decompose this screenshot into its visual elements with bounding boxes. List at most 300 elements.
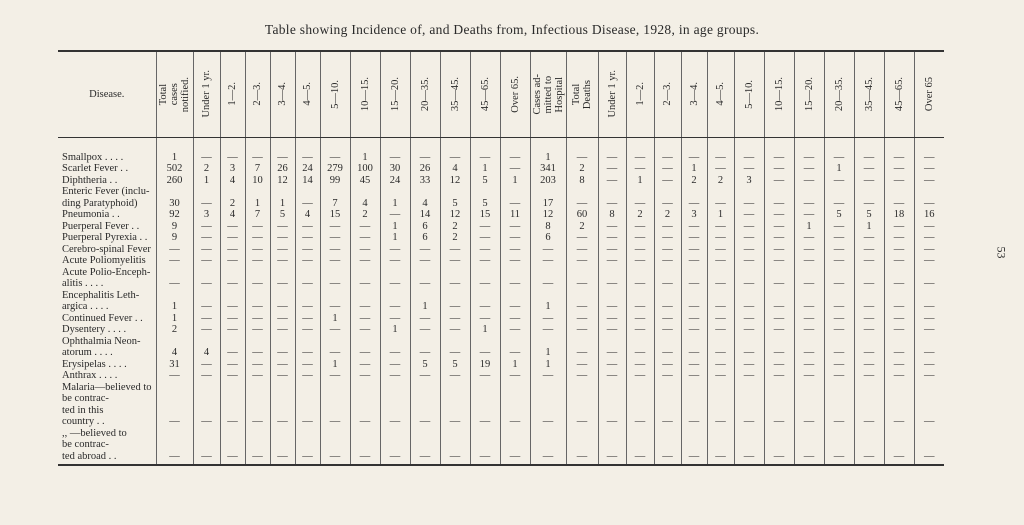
table-cell: — — [707, 324, 734, 336]
table-cell: — — [500, 137, 530, 163]
table-cell: 1 — [470, 324, 500, 336]
column-header — [320, 51, 350, 137]
table-cell: — — [794, 370, 824, 382]
table-cell: 7 — [320, 186, 350, 209]
table-cell: — — [410, 324, 440, 336]
table-cell: — — [707, 382, 734, 428]
table-cell: — — [626, 313, 654, 325]
table-cell: — — [681, 244, 707, 256]
table-cell: 1 — [380, 324, 410, 336]
table-cell: — — [270, 370, 295, 382]
table-cell: — — [566, 244, 598, 256]
table-cell: 1 — [794, 221, 824, 233]
table-cell: — — [654, 244, 681, 256]
table-cell: — — [654, 221, 681, 233]
table-cell: 2 — [220, 186, 245, 209]
column-header — [295, 51, 320, 137]
table-cell: — — [824, 244, 854, 256]
table-cell: — — [914, 290, 944, 313]
table-cell: — — [270, 290, 295, 313]
table-cell: 2 — [654, 209, 681, 221]
table-cell: — — [854, 428, 884, 466]
table-cell: — — [764, 370, 794, 382]
table-cell: 4 — [156, 336, 193, 359]
table-cell: — — [854, 324, 884, 336]
table-cell: — — [470, 313, 500, 325]
table-cell: — — [500, 267, 530, 290]
incidence-table — [58, 50, 944, 466]
column-header — [410, 51, 440, 137]
column-header — [530, 51, 566, 137]
table-cell: — — [193, 255, 220, 267]
table-cell: 6 — [410, 221, 440, 233]
table-cell: — — [193, 313, 220, 325]
table-cell: — — [470, 244, 500, 256]
table-cell: — — [410, 267, 440, 290]
column-header — [380, 51, 410, 137]
table-cell: — — [295, 267, 320, 290]
table-cell: — — [380, 290, 410, 313]
table-cell: 502 — [156, 163, 193, 175]
disease-name: Erysipelas . . . . — [62, 358, 127, 370]
table-cell: — — [654, 186, 681, 209]
table-cell: — — [440, 428, 470, 466]
table-cell: — — [734, 428, 764, 466]
table-cell: — — [193, 137, 220, 163]
table-cell: — — [566, 186, 598, 209]
table-row — [58, 244, 944, 256]
table-cell: — — [530, 324, 566, 336]
table-cell: — — [884, 186, 914, 209]
table-cell: — — [320, 370, 350, 382]
table-row — [58, 313, 944, 325]
table-row — [58, 382, 944, 428]
table-cell: — — [764, 382, 794, 428]
table-cell: — — [794, 175, 824, 187]
table-cell: 203 — [530, 175, 566, 187]
table-cell: — — [295, 186, 320, 209]
table-cell: — — [854, 359, 884, 371]
table-cell: — — [914, 267, 944, 290]
table-cell: — — [245, 382, 270, 428]
table-cell: — — [530, 267, 566, 290]
table-cell: 4 — [410, 186, 440, 209]
column-header-label: 5—10. — [329, 79, 341, 109]
table-cell: — — [350, 255, 380, 267]
table-cell: — — [914, 428, 944, 466]
table-cell: — — [824, 359, 854, 371]
table-cell: — — [350, 290, 380, 313]
table-cell: — — [380, 382, 410, 428]
table-cell: — — [884, 428, 914, 466]
table-cell: — — [270, 137, 295, 163]
table-cell: — — [854, 232, 884, 244]
column-header-label: 4—5. — [715, 82, 726, 107]
table-cell: 1 — [193, 175, 220, 187]
table-cell: — — [707, 359, 734, 371]
table-cell: — — [854, 267, 884, 290]
table-cell: — — [794, 209, 824, 221]
table-cell: — — [824, 255, 854, 267]
table-cell: — — [794, 244, 824, 256]
table-cell: — — [320, 221, 350, 233]
table-cell: — — [681, 313, 707, 325]
table-cell: — — [654, 267, 681, 290]
table-cell: — — [707, 232, 734, 244]
table-cell: 5 — [410, 359, 440, 371]
table-cell: — — [270, 382, 295, 428]
table-cell: — — [566, 370, 598, 382]
table-cell: — — [320, 267, 350, 290]
column-header-label: 20—35. — [833, 77, 845, 112]
table-cell: — — [470, 290, 500, 313]
table-cell: — — [270, 267, 295, 290]
table-cell: — — [220, 221, 245, 233]
table-cell: — — [245, 255, 270, 267]
table-cell: — — [681, 382, 707, 428]
table-row — [58, 255, 944, 267]
table-cell: — — [470, 336, 500, 359]
table-cell: — — [598, 221, 626, 233]
table-cell: — — [914, 175, 944, 187]
table-cell: — — [530, 382, 566, 428]
column-header-label: Cases ad- mitted to Hospital — [531, 73, 565, 115]
table-cell: — — [734, 255, 764, 267]
table-cell: — — [245, 428, 270, 466]
table-cell: — — [626, 382, 654, 428]
table-cell: — — [681, 428, 707, 466]
table-cell: — — [598, 313, 626, 325]
table-cell: — — [854, 313, 884, 325]
table-cell: — — [914, 359, 944, 371]
table-cell: — — [270, 232, 295, 244]
table-cell: — — [764, 255, 794, 267]
table-cell: — — [626, 359, 654, 371]
table-cell: 5 — [854, 209, 884, 221]
column-header-label: Total Deaths — [571, 79, 593, 109]
table-cell: — — [854, 382, 884, 428]
column-header-label: Over 65 — [923, 77, 935, 112]
table-cell: — — [380, 267, 410, 290]
table-cell: — — [626, 163, 654, 175]
table-cell: — — [156, 428, 193, 466]
table-cell: — — [270, 313, 295, 325]
table-cell: — — [350, 244, 380, 256]
table-cell: — — [626, 137, 654, 163]
table-cell: — — [734, 267, 764, 290]
table-cell: — — [220, 359, 245, 371]
table-cell: — — [220, 267, 245, 290]
table-cell: — — [220, 324, 245, 336]
column-header-label: 15—20. — [803, 77, 815, 112]
table-cell: — — [156, 267, 193, 290]
table-cell: — — [734, 382, 764, 428]
table-cell: 12 — [270, 175, 295, 187]
table-row — [58, 186, 944, 209]
column-header-label: 2—3. — [662, 82, 673, 107]
table-cell: — — [350, 428, 380, 466]
table-cell: 279 — [320, 163, 350, 175]
table-cell: — — [794, 313, 824, 325]
table-cell: — — [193, 267, 220, 290]
table-cell: — — [470, 221, 500, 233]
table-cell: — — [500, 336, 530, 359]
table-cell: 1 — [530, 137, 566, 163]
table-cell: — — [410, 137, 440, 163]
column-header — [734, 51, 764, 137]
disease-name: Pneumonia . . — [62, 209, 120, 220]
table-cell: — — [500, 163, 530, 175]
table-cell: — — [854, 163, 884, 175]
table-cell: — — [350, 313, 380, 325]
table-cell: — — [681, 232, 707, 244]
table-cell: — — [914, 232, 944, 244]
table-cell: — — [193, 232, 220, 244]
table-cell: — — [440, 255, 470, 267]
table-cell: — — [220, 232, 245, 244]
table-cell: — — [598, 137, 626, 163]
table-cell: — — [220, 382, 245, 428]
table-cell: 1 — [380, 221, 410, 233]
table-cell: — — [350, 267, 380, 290]
table-cell: — — [245, 313, 270, 325]
table-cell: 1 — [156, 313, 193, 325]
table-cell: — — [245, 267, 270, 290]
table-cell: 4 — [220, 209, 245, 221]
table-cell: — — [350, 324, 380, 336]
table-cell: 1 — [530, 290, 566, 313]
table-cell: 30 — [380, 163, 410, 175]
table-cell: 30 — [156, 186, 193, 209]
disease-name: Enteric Fever (inclu- ding Paratyphoid) — [62, 186, 150, 209]
table-cell: — — [566, 313, 598, 325]
table-cell: — — [764, 324, 794, 336]
table-cell: 4 — [193, 336, 220, 359]
table-cell: — — [764, 336, 794, 359]
table-cell: 3 — [734, 175, 764, 187]
table-cell: — — [295, 221, 320, 233]
table-cell: — — [884, 163, 914, 175]
table-cell: 1 — [500, 175, 530, 187]
table-cell: — — [654, 313, 681, 325]
table-cell: — — [707, 137, 734, 163]
column-header — [193, 51, 220, 137]
column-header-label: 35—45. — [863, 77, 875, 112]
table-cell: 3 — [681, 209, 707, 221]
table-cell: — — [764, 163, 794, 175]
table-cell: — — [626, 267, 654, 290]
table-cell: — — [380, 137, 410, 163]
table-cell: — — [440, 336, 470, 359]
table-cell: — — [824, 313, 854, 325]
table-cell: — — [350, 382, 380, 428]
table-cell: 2 — [566, 221, 598, 233]
table-cell: — — [707, 244, 734, 256]
table-cell: — — [707, 313, 734, 325]
table-cell: — — [598, 232, 626, 244]
table-cell: 1 — [707, 209, 734, 221]
table-cell: 1 — [320, 359, 350, 371]
table-cell: — — [824, 186, 854, 209]
table-cell: — — [794, 382, 824, 428]
table-cell: — — [626, 186, 654, 209]
table-cell: — — [500, 382, 530, 428]
table-cell: — — [598, 336, 626, 359]
table-row — [58, 232, 944, 244]
column-header-label: 2—3. — [252, 82, 263, 107]
table-cell: — — [824, 137, 854, 163]
table-cell: — — [566, 324, 598, 336]
table-cell: 5 — [470, 175, 500, 187]
table-cell: 1 — [380, 186, 410, 209]
table-cell: — — [295, 336, 320, 359]
table-cell: — — [824, 221, 854, 233]
table-cell: — — [470, 255, 500, 267]
table-cell: — — [320, 137, 350, 163]
table-cell: — — [654, 336, 681, 359]
table-cell: 5 — [470, 186, 500, 209]
table-cell: — — [654, 324, 681, 336]
table-cell: — — [350, 359, 380, 371]
table-cell: — — [681, 336, 707, 359]
table-cell: — — [707, 290, 734, 313]
table-cell: — — [764, 137, 794, 163]
column-header-label: 15—20. — [389, 77, 401, 112]
disease-name: Encephalitis Leth- argica . . . . — [62, 289, 140, 312]
table-cell: 26 — [270, 163, 295, 175]
table-cell: — — [854, 244, 884, 256]
table-cell: — — [440, 370, 470, 382]
table-cell: — — [245, 137, 270, 163]
table-cell: — — [470, 382, 500, 428]
column-header-label: 45—65. — [479, 77, 491, 112]
table-cell: — — [626, 370, 654, 382]
table-cell: — — [598, 370, 626, 382]
table-cell: — — [193, 186, 220, 209]
table-row — [58, 359, 944, 371]
table-row — [58, 336, 944, 359]
table-cell: — — [380, 370, 410, 382]
column-header-label: Over 65. — [509, 75, 521, 113]
table-cell: — — [654, 137, 681, 163]
table-cell: — — [734, 137, 764, 163]
table-cell: 1 — [854, 221, 884, 233]
table-cell: — — [794, 163, 824, 175]
table-cell: — — [193, 428, 220, 466]
table-cell: — — [380, 336, 410, 359]
table-cell: — — [220, 290, 245, 313]
column-header-label: 20—35. — [419, 77, 431, 112]
column-header-disease — [58, 51, 156, 137]
table-cell: — — [156, 255, 193, 267]
column-header — [707, 51, 734, 137]
table-cell: — — [914, 336, 944, 359]
table-cell: — — [410, 255, 440, 267]
table-row — [58, 163, 944, 175]
table-cell: 3 — [220, 163, 245, 175]
table-cell: — — [681, 324, 707, 336]
table-cell: — — [626, 255, 654, 267]
table-cell: — — [764, 244, 794, 256]
table-cell: 1 — [530, 336, 566, 359]
table-cell: — — [245, 359, 270, 371]
table-cell: 92 — [156, 209, 193, 221]
column-header-label: 3—4. — [277, 82, 288, 107]
table-cell: 99 — [320, 175, 350, 187]
table-cell: — — [681, 255, 707, 267]
table-cell: 260 — [156, 175, 193, 187]
table-row — [58, 221, 944, 233]
table-title: Table showing Incidence of, and Deaths from, Infectious Disease, 1928, in age groups. — [264, 22, 760, 37]
table-cell: — — [598, 428, 626, 466]
column-header — [824, 51, 854, 137]
table-cell: — — [824, 428, 854, 466]
table-cell: — — [764, 232, 794, 244]
table-cell: — — [598, 382, 626, 428]
table-cell: 10 — [245, 175, 270, 187]
table-cell: — — [914, 382, 944, 428]
table-cell: — — [794, 359, 824, 371]
table-cell: — — [734, 232, 764, 244]
table-cell: — — [530, 370, 566, 382]
table-cell: — — [500, 313, 530, 325]
column-header — [440, 51, 470, 137]
table-cell: — — [220, 244, 245, 256]
column-header — [500, 51, 530, 137]
table-cell: 2 — [566, 163, 598, 175]
disease-name: Dysentery . . . . — [62, 324, 127, 335]
table-cell: — — [270, 324, 295, 336]
table-cell: — — [380, 209, 410, 221]
table-cell: — — [764, 186, 794, 209]
table-row — [58, 267, 944, 290]
page-number: 53 — [994, 246, 1009, 259]
table-cell: — — [854, 137, 884, 163]
table-cell: — — [681, 290, 707, 313]
table-cell: — — [764, 209, 794, 221]
table-cell: — — [410, 382, 440, 428]
table-cell: — — [270, 255, 295, 267]
table-cell: — — [380, 313, 410, 325]
table-cell: — — [764, 290, 794, 313]
table-cell: — — [884, 290, 914, 313]
table-cell: — — [193, 324, 220, 336]
table-cell: — — [245, 336, 270, 359]
table-cell: — — [707, 428, 734, 466]
table-cell: — — [734, 163, 764, 175]
table-cell: — — [270, 221, 295, 233]
table-cell: 11 — [500, 209, 530, 221]
column-header-label: 1—2. — [227, 82, 238, 107]
table-cell: — — [598, 163, 626, 175]
table-cell: 2 — [681, 175, 707, 187]
table-row — [58, 370, 944, 382]
table-cell: — — [764, 313, 794, 325]
table-cell: 2 — [440, 232, 470, 244]
table-cell: — — [270, 428, 295, 466]
table-cell: — — [598, 255, 626, 267]
table-cell: — — [794, 324, 824, 336]
table-cell: — — [794, 232, 824, 244]
column-header-label: Under 1 yr. — [201, 70, 212, 119]
table-cell: — — [794, 137, 824, 163]
table-cell: — — [914, 221, 944, 233]
column-header — [854, 51, 884, 137]
table-cell: — — [320, 428, 350, 466]
table-cell: — — [734, 370, 764, 382]
table-cell: — — [320, 255, 350, 267]
table-cell: — — [884, 221, 914, 233]
